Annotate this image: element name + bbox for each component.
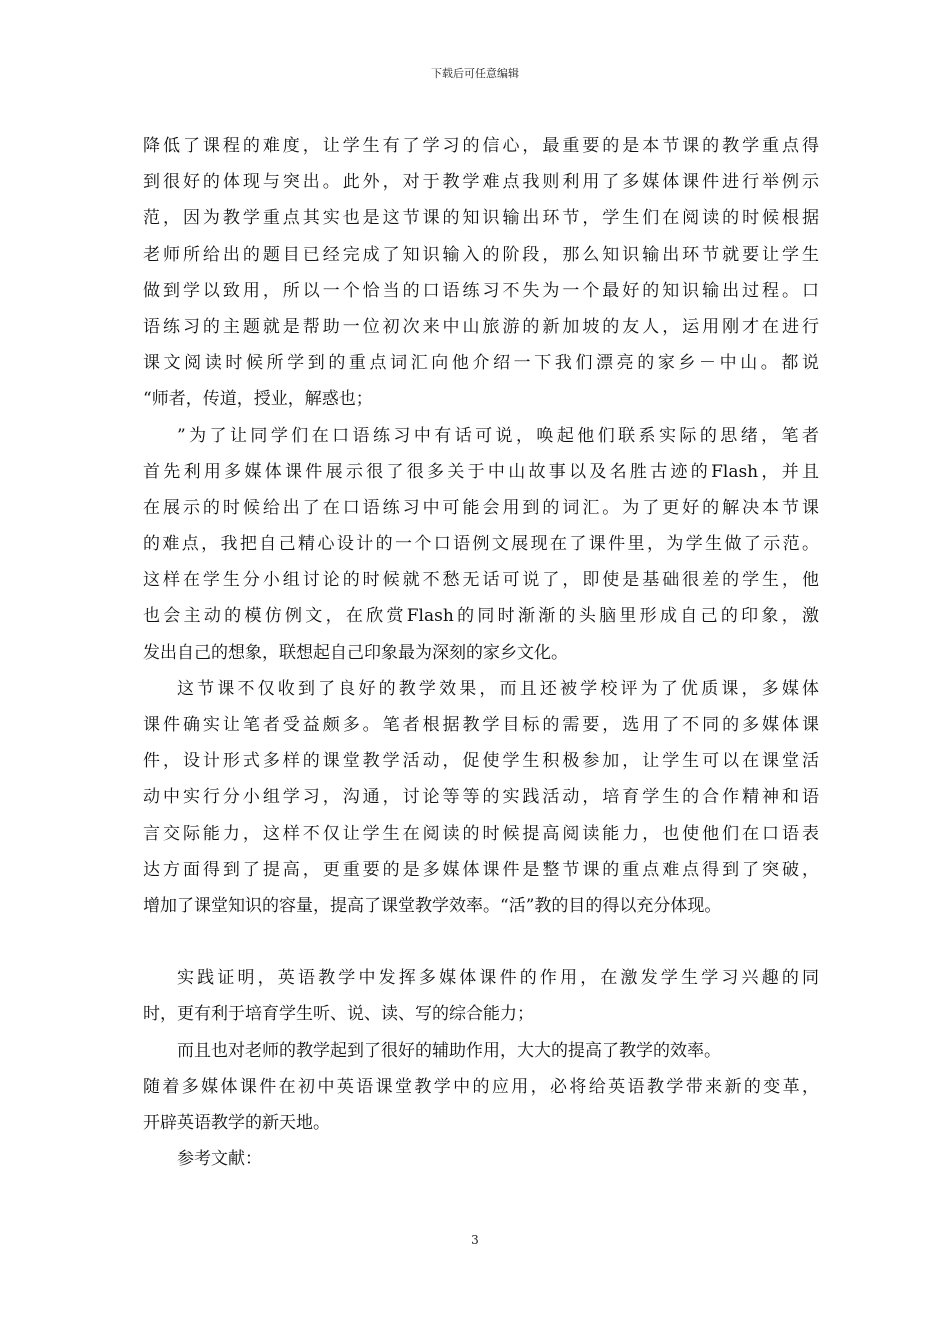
paragraph-1	[143, 128, 819, 418]
text-line: 而且也对老师的教学起到了很好的辅助作用，大大的提高了教学的效率。	[177, 1040, 721, 1061]
references-heading: 参考文献：	[177, 1149, 262, 1170]
text-line: 也会主动的模仿例文，在欣赏Flash的同时渐渐的头脑里形成自己的印象，激	[143, 606, 819, 627]
text-line: 做到学以致用，所以一个恰当的口语练习不失为一个最好的知识输出过程。口	[143, 280, 819, 301]
paragraph-spacer	[143, 924, 819, 960]
text-line: 在展示的时候给出了在口语练习中可能会用到的词汇。为了更好的解决本节课	[143, 497, 819, 518]
references-heading-block	[143, 1141, 819, 1177]
text-line: 言交际能力，这样不仅让学生在阅读的时候提高阅读能力，也使他们在口语表	[143, 823, 819, 844]
text-line: 这样在学生分小组讨论的时候就不愁无话可说了，即使是基础很差的学生，他	[143, 570, 819, 591]
text-line: 时，更有利于培育学生听、说、读、写的综合能力；	[143, 1004, 534, 1025]
text-line: 件，设计形式多样的课堂教学活动，促使学生积极参加，让学生可以在课堂活	[143, 751, 819, 772]
text-line: 实践证明，英语教学中发挥多媒体课件的作用，在激发学生学习兴趣的同	[177, 968, 819, 989]
page-number: 3	[471, 1233, 479, 1247]
text-line: 课文阅读时候所学到的重点词汇向他介绍一下我们漂亮的家乡－中山。都说	[143, 353, 819, 374]
text-line: 首先利用多媒体课件展示很了很多关于中山故事以及名胜古迹的Flash，并且	[143, 461, 819, 482]
text-line: “师者，传道，授业，解惑也；	[143, 389, 373, 410]
text-line: 开辟英语教学的新天地。	[143, 1112, 330, 1133]
paragraph-3	[143, 671, 819, 924]
text-line: 达方面得到了提高，更重要的是多媒体课件是整节课的重点难点得到了突破，	[143, 859, 819, 880]
page-header: 下载后可任意编辑	[431, 67, 519, 80]
text-line: 发出自己的想象，联想起自己印象最为深刻的家乡文化。	[143, 642, 568, 663]
text-line: 课件确实让笔者受益颇多。笔者根据教学目标的需要，选用了不同的多媒体课	[143, 715, 819, 735]
text-line: 范，因为教学重点其实也是这节课的知识输出环节，学生们在阅读的时候根据	[143, 208, 819, 229]
paragraph-5	[143, 1033, 819, 1142]
text-line: 降低了课程的难度，让学生有了学习的信心，最重要的是本节课的教学重点得	[143, 136, 819, 156]
text-line: ”为了让同学们在口语练习中有话可说，唤起他们联系实际的思绪，笔者	[177, 425, 819, 446]
paragraph-4	[143, 960, 819, 1032]
text-line: 动中实行分小组学习，沟通，讨论等等的实践活动，培育学生的合作精神和语	[143, 787, 819, 808]
text-line: 语练习的主题就是帮助一位初次来中山旅游的新加坡的友人，运用刚才在进行	[143, 316, 819, 337]
text-line: 随着多媒体课件在初中英语课堂教学中的应用，必将给英语教学带来新的变革，	[143, 1076, 819, 1097]
text-line: 老师所给出的题目已经完成了知识输入的阶段，那么知识输出环节就要让学生	[143, 244, 819, 265]
text-line: 到很好的体现与突出。此外，对于教学难点我则利用了多媒体课件进行举例示	[143, 172, 819, 193]
text-line: 的难点，我把自己精心设计的一个口语例文展现在了课件里，为学生做了示范。	[143, 534, 819, 555]
text-line: 增加了课堂知识的容量，提高了课堂教学效率。“活”教的目的得以充分体现。	[143, 895, 722, 916]
paragraph-2	[143, 418, 819, 671]
document-body	[143, 128, 819, 1177]
text-line: 这节课不仅收到了良好的教学效果，而且还被学校评为了优质课，多媒体	[177, 678, 819, 699]
